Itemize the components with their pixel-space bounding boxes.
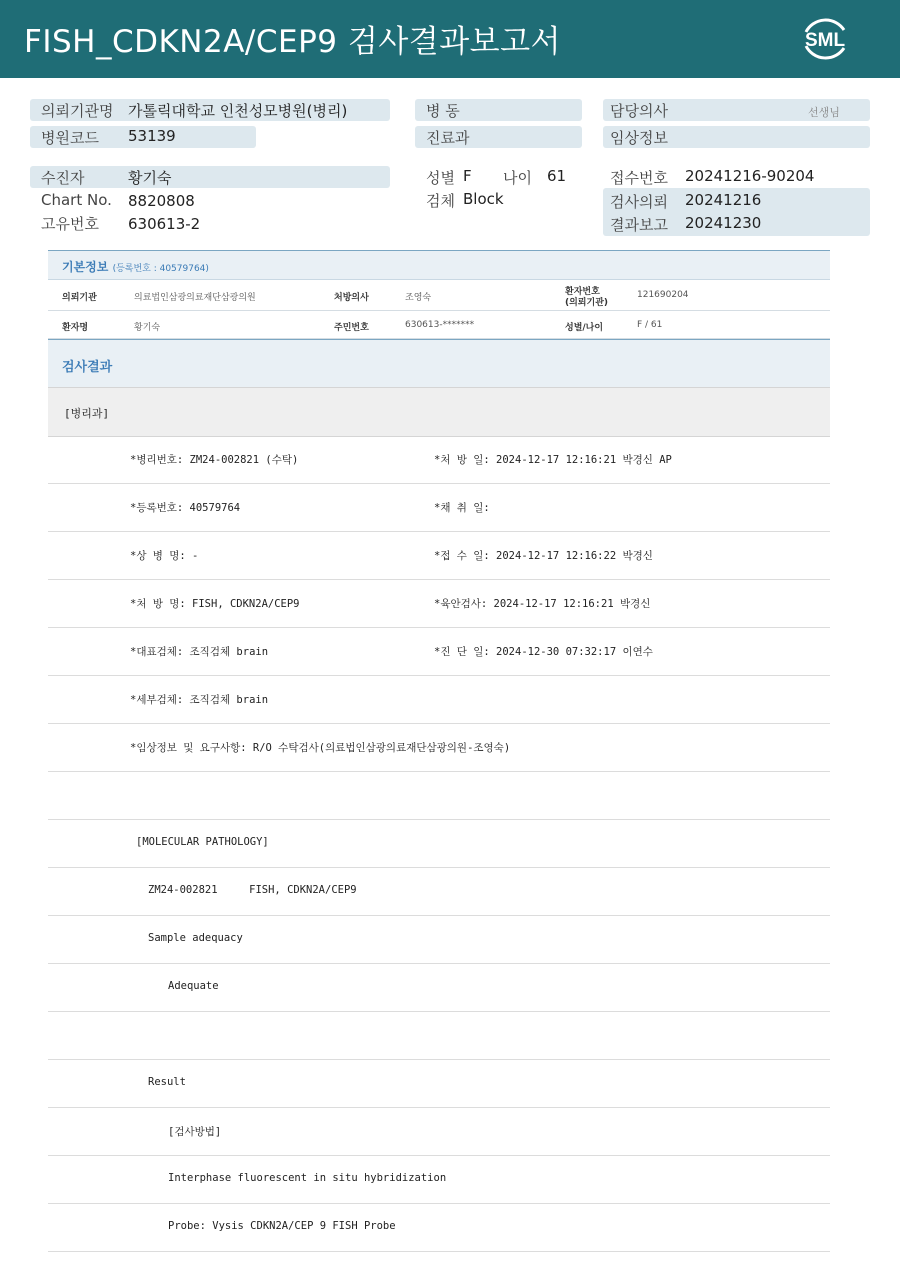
hospital-code-label: 병원코드	[41, 129, 99, 147]
patient-value: 황기숙	[128, 169, 172, 187]
hospital-code-value: 53139	[128, 127, 176, 145]
prescriber-key: 처방의사	[334, 293, 369, 303]
rrn-key: 주민번호	[334, 323, 369, 333]
patient-label: 수진자	[41, 169, 85, 187]
specimen-value: Block	[463, 190, 504, 208]
patient-name-key: 환자명	[62, 323, 89, 333]
doctor-label: 담당의사	[610, 102, 668, 120]
results-bar	[48, 339, 830, 388]
result-label-row	[48, 1060, 830, 1108]
receipt-label: 접수번호	[610, 169, 668, 187]
result-row	[48, 532, 830, 580]
patient-no-key: 환자번호	[565, 287, 600, 297]
adequacy-label-row	[48, 916, 830, 964]
case-line: ZM24-002821 FISH, CDKN2A/CEP9	[148, 884, 357, 896]
result-right: *처 방 일: 2024-12-17 12:16:21 박경신 AP	[434, 454, 672, 466]
prescriber-val: 조영숙	[405, 293, 432, 303]
sex-age-key: 성별/나이	[565, 323, 604, 333]
basic-info-title	[62, 258, 209, 275]
method-value-row	[48, 1156, 830, 1204]
doctor-suffix: 선생님	[808, 106, 840, 119]
sex-value: F	[463, 167, 472, 185]
adequacy-value: Adequate	[168, 980, 219, 992]
result-right: *육안검사: 2024-12-17 12:16:21 박경신	[434, 598, 651, 610]
result-row	[48, 580, 830, 628]
result-left: *처 방 명: FISH, CDKN2A/CEP9	[130, 598, 300, 610]
basic-info-row-2	[48, 311, 830, 339]
result-left: *병리번호: ZM24-002821 (수탁)	[130, 454, 299, 466]
svg-text:SML: SML	[804, 30, 846, 51]
clinical-label: 임상정보	[610, 129, 668, 147]
rrn-val: 630613-*******	[405, 320, 475, 330]
sex-age-val: F / 61	[637, 320, 663, 330]
sex-label: 성별	[426, 169, 455, 187]
method-label-row	[48, 1108, 830, 1156]
result-row	[48, 724, 830, 772]
report-label: 결과보고	[610, 216, 668, 234]
dept-label: 진료과	[426, 129, 470, 147]
institution-label: 의뢰기관명	[41, 102, 114, 120]
request-label: 검사의뢰	[610, 193, 668, 211]
chart-value: 8820808	[128, 192, 195, 210]
molecular-heading-row	[48, 820, 830, 868]
age-label: 나이	[503, 169, 532, 187]
result-row	[48, 628, 830, 676]
request-value: 20241216	[685, 191, 762, 209]
method-value: Interphase fluorescent in situ hybridization	[168, 1172, 447, 1184]
result-label: Result	[148, 1076, 186, 1088]
sml-logo-icon	[796, 12, 854, 66]
probe-row	[48, 1204, 830, 1252]
ward-label: 병 동	[426, 102, 460, 120]
basic-info-row-1	[48, 279, 830, 311]
blank-row	[48, 1012, 830, 1060]
case-line-row	[48, 868, 830, 916]
result-left: *등록번호: 40579764	[130, 502, 241, 514]
result-left: *임상정보 및 요구사항: R/O 수탁검사(의료법인삼광의료재단삼광의원-조영숙)	[130, 742, 511, 754]
result-left: *상 병 명: -	[130, 550, 199, 562]
report-title: FISH_CDKN2A/CEP9 검사결과보고서	[24, 24, 561, 60]
basic-info-bar	[48, 250, 830, 280]
header-bar	[0, 0, 900, 78]
dept-row	[48, 387, 830, 437]
method-label: [검사방법]	[168, 1126, 222, 1138]
patient-no-key-sub: (의뢰기관)	[565, 298, 609, 308]
receipt-value: 20241216-90204	[685, 167, 815, 185]
blank-row	[48, 772, 830, 820]
patient-name-val: 황기숙	[134, 323, 161, 333]
basic-info-subtitle: (등록번호 : 40579764)	[112, 264, 209, 274]
specimen-label: 검체	[426, 192, 455, 210]
institution-key: 의뢰기관	[62, 293, 97, 303]
report-value: 20241230	[685, 214, 762, 232]
result-left: *세부검체: 조직검체 brain	[130, 694, 269, 706]
result-left: *대표검체: 조직검체 brain	[130, 646, 269, 658]
institution-val: 의료법인삼광의료재단삼광의원	[134, 293, 256, 303]
report-body	[48, 250, 830, 1271]
adequacy-label: Sample adequacy	[148, 932, 243, 944]
result-right: *접 수 일: 2024-12-17 12:16:22 박경신	[434, 550, 653, 562]
institution-value: 가톨릭대학교 인천성모병원(병리)	[128, 102, 348, 120]
result-right: *채 취 일:	[434, 502, 490, 514]
result-right: *진 단 일: 2024-12-30 07:32:17 이연수	[434, 646, 653, 658]
molecular-heading: [MOLECULAR PATHOLOGY]	[136, 836, 269, 848]
result-row	[48, 676, 830, 724]
basic-info-title-text: 기본정보	[62, 260, 109, 274]
result-row	[48, 484, 830, 532]
age-value: 61	[547, 167, 567, 185]
unique-label: 고유번호	[41, 215, 99, 233]
chart-label: Chart No.	[41, 191, 112, 209]
probe-text: Probe: Vysis CDKN2A/CEP 9 FISH Probe	[168, 1220, 396, 1232]
result-row	[48, 436, 830, 484]
adequacy-value-row	[48, 964, 830, 1012]
dept-text: [병리과]	[64, 407, 110, 420]
results-title: 검사결과	[62, 360, 113, 375]
patient-no-val: 121690204	[637, 290, 689, 300]
unique-value: 630613-2	[128, 215, 201, 233]
